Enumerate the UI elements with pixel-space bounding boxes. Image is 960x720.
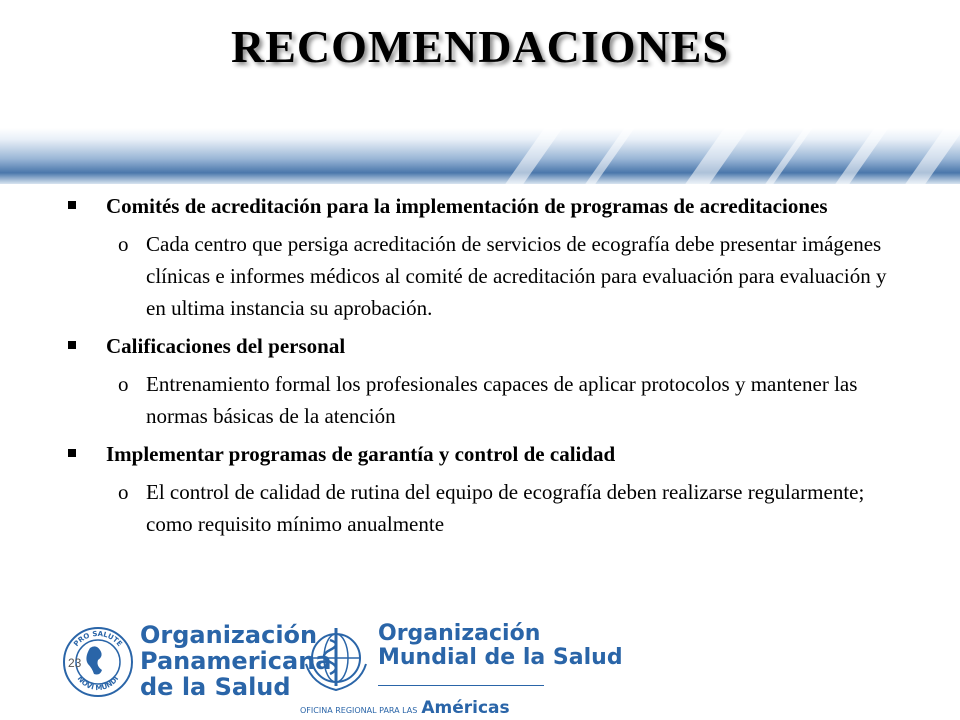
paho-line-2: Panamericana bbox=[140, 647, 332, 675]
who-line-1: Organización bbox=[378, 621, 541, 646]
page-number: 23 bbox=[68, 656, 82, 670]
seal-top-text: PRO SALUTE bbox=[72, 629, 124, 649]
who-sub-americas: Américas bbox=[421, 698, 510, 718]
square-bullet-icon bbox=[68, 449, 76, 457]
list-item bbox=[68, 438, 908, 470]
who-regional-office bbox=[300, 698, 510, 718]
list-item bbox=[68, 190, 908, 222]
sub-bullet-marker: o bbox=[118, 232, 129, 256]
sub-list-item bbox=[68, 368, 908, 432]
sub-list-item-text: El control de calidad de rutina del equipo de ecografía deben realizarse regularmente; como requisito mínimo anualmente bbox=[146, 480, 865, 536]
slide-title: RECOMENDACIONES bbox=[230, 21, 730, 72]
paho-line-1: Organización bbox=[140, 621, 318, 649]
sub-list-item-text: Cada centro que persiga acreditación de servicios de ecografía debe presentar imágenes clínicas e informes médicos al comité de acreditación para evaluación para evaluación y en ultima instancia su aprobación. bbox=[146, 232, 887, 320]
divider bbox=[378, 685, 544, 686]
who-name bbox=[378, 622, 623, 670]
sub-bullet-marker: o bbox=[118, 372, 129, 396]
header-band bbox=[0, 128, 960, 184]
who-line-2: Mundial de la Salud bbox=[378, 645, 623, 670]
bullet-list bbox=[68, 186, 908, 540]
seal-bottom-text: NOVI MUNDI bbox=[75, 674, 121, 693]
list-item-text: Calificaciones del personal bbox=[106, 334, 346, 358]
who-sub-text: OFICINA REGIONAL PARA LAS bbox=[300, 706, 418, 715]
list-item-text: Implementar programas de garantía y control de calidad bbox=[106, 442, 616, 466]
sub-list-item bbox=[68, 476, 908, 540]
square-bullet-icon bbox=[68, 201, 76, 209]
sub-list-item bbox=[68, 228, 908, 324]
square-bullet-icon bbox=[68, 341, 76, 349]
list-item-text: Comités de acreditación para la implementación de programas de acreditaciones bbox=[106, 194, 828, 218]
footer-logos bbox=[0, 620, 960, 720]
list-item bbox=[68, 330, 908, 362]
paho-line-3: de la Salud bbox=[140, 673, 291, 701]
sub-bullet-marker: o bbox=[118, 480, 129, 504]
who-emblem-icon bbox=[300, 624, 372, 696]
sub-list-item-text: Entrenamiento formal los profesionales capaces de aplicar protocolos y mantener las normas básicas de la atención bbox=[146, 372, 858, 428]
